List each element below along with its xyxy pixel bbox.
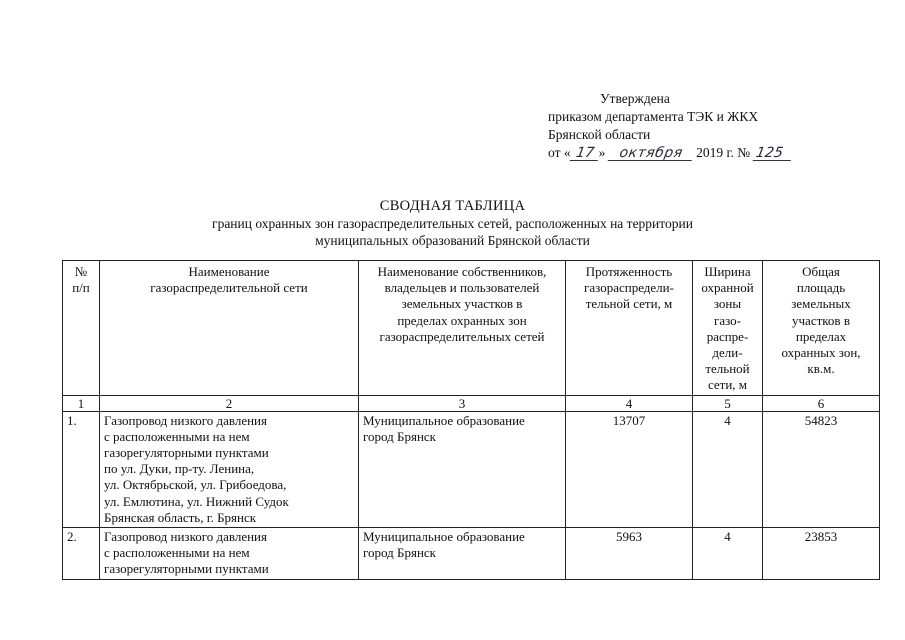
table-row [63, 411, 880, 527]
column-number: 2 [100, 395, 359, 411]
handwritten-number: 125 [752, 146, 793, 161]
zone-width: 4 [693, 411, 763, 527]
column-number: 6 [763, 395, 880, 411]
header-cell-number: № п/п [63, 261, 100, 396]
handwritten-day: 17 [569, 146, 600, 161]
header-cell-area: Общая площадь земельных участков в пределах охранных зон, кв.м. [763, 261, 880, 396]
column-number: 3 [359, 395, 566, 411]
handwritten-month: октября [607, 146, 694, 161]
number-prefix: № [737, 145, 751, 160]
table-header-row [63, 261, 880, 396]
owner-name: Муниципальное образование город Брянск [359, 411, 566, 527]
column-number: 4 [566, 395, 693, 411]
approval-title: Утверждена [600, 91, 670, 106]
header-cell-network: Наименование газораспределительной сети [100, 261, 359, 396]
approval-order-line: приказом департамента ТЭК и ЖКХ [548, 109, 759, 124]
row-number: 1. [63, 411, 100, 527]
heading-title: СВОДНАЯ ТАБЛИЦА [379, 198, 526, 214]
owner-name: Муниципальное образование город Брянск [359, 528, 566, 580]
date-prefix: от « [548, 145, 571, 160]
header-cell-length: Протяженность газораспредели- тельной сети, м [566, 261, 693, 396]
table-row [63, 528, 880, 580]
column-number: 5 [693, 395, 763, 411]
column-number: 1 [63, 395, 100, 411]
date-mid: » [598, 145, 606, 160]
summary-table [62, 260, 880, 580]
approval-date-line [548, 144, 868, 162]
header-cell-owners: Наименование собственников, владельцев и пользователей земельных участков в пределах охранных зон газораспределительных сетей [359, 261, 566, 396]
network-length: 5963 [566, 528, 693, 580]
heading-subtitle-2: муниципальных образований Брянской области [315, 233, 590, 248]
zone-area: 23853 [763, 528, 880, 580]
heading-subtitle-1: границ охранных зон газораспределительных сетей, расположенных на территории [212, 216, 693, 231]
header-cell-zone-width: Ширина охранной зоны газо- распре- дели- тельной сети, м [693, 261, 763, 396]
approval-region-line: Брянской области [548, 127, 651, 142]
row-number: 2. [63, 528, 100, 580]
network-name: Газопровод низкого давления с расположенными на нем газорегуляторными пунктами [100, 528, 359, 580]
network-name: Газопровод низкого давления с расположенными на нем газорегуляторными пунктами по ул. Дуки, пр-ту. Ленина, ул. Октябрьской, ул. Грибоедова, ул. Емлютина, ул. Нижний Судок Брянская область, г. Брянск [100, 411, 359, 527]
column-number-row [63, 395, 880, 411]
zone-width: 4 [693, 528, 763, 580]
approval-block [548, 90, 868, 162]
zone-area: 54823 [763, 411, 880, 527]
document-heading [0, 198, 905, 249]
date-year: 2019 г. [696, 145, 734, 160]
network-length: 13707 [566, 411, 693, 527]
